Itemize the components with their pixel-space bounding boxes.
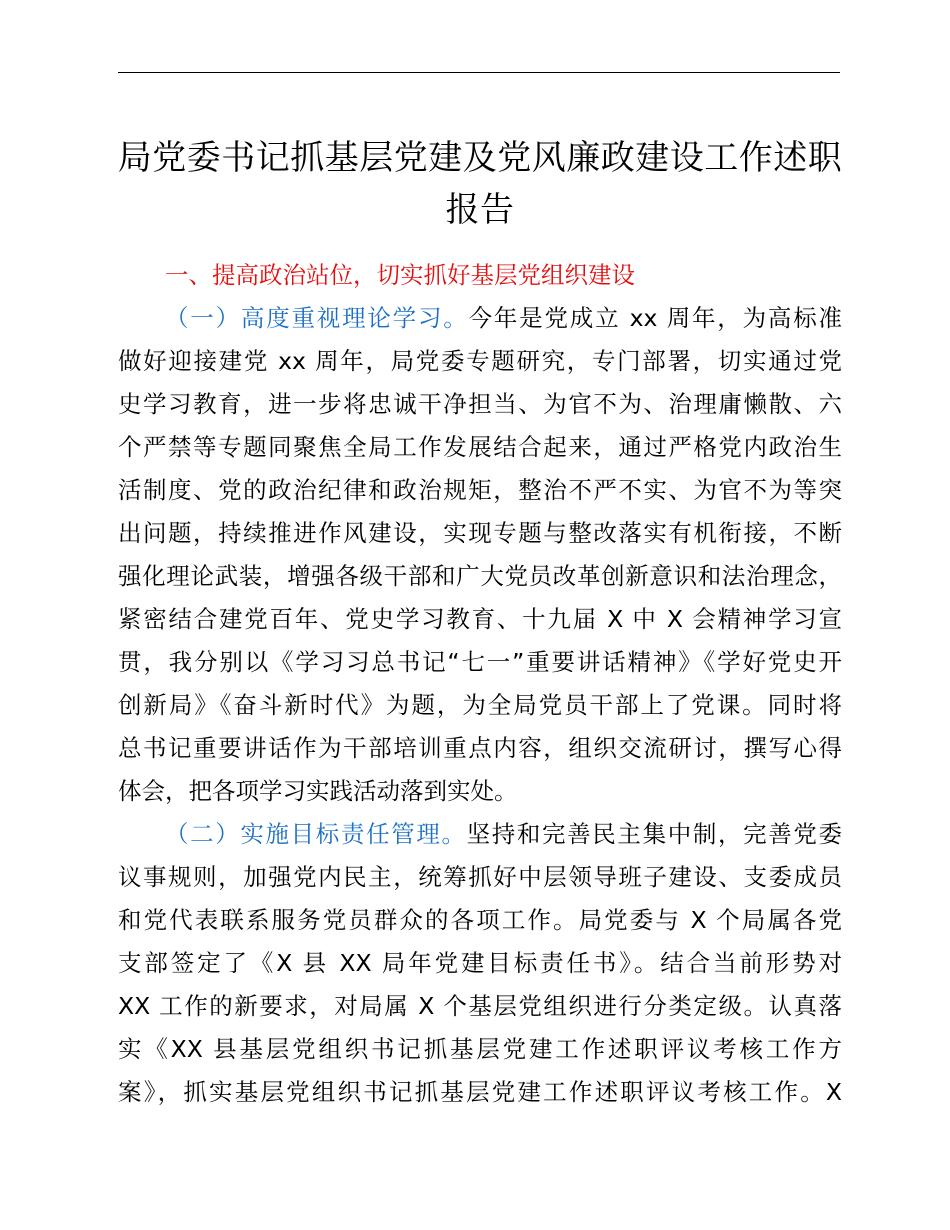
paragraph-1-line: 做好迎接建党 xx 周年，局党委专题研究，专门部署，切实通过党: [118, 347, 842, 375]
header-rule: [118, 72, 840, 73]
paragraph-1-heading: （一）高度重视理论学习。: [165, 304, 469, 332]
paragraph-2-line: 支部签定了《X 县 XX 局年党建目标责任书》。结合当前形势对: [118, 949, 842, 977]
paragraph-2-line: XX 工作的新要求，对局属 X 个基层党组织进行分类定级。认真落: [118, 992, 842, 1020]
title-line-2: 报告: [445, 190, 515, 230]
paragraph-1-line-1: [118, 297, 842, 340]
paragraph-2-line: 实《XX 县基层党组织书记抓基层党建工作述职评议考核工作方: [118, 1035, 842, 1063]
paragraph-1-line: 出问题，持续推进作风建设，实现专题与整改落实有机衔接，不断: [118, 519, 842, 547]
paragraph-2-line-1: [118, 813, 842, 856]
paragraph-2-lead: 坚持和完善民主集中制，完善党委: [466, 820, 843, 848]
paragraph-1-line: 强化理论武装，增强各级干部和广大党员改革创新意识和法治理念，: [118, 562, 842, 590]
section-heading: 一、提高政治站位，切实抓好基层党组织建设: [165, 261, 635, 289]
document-title: [110, 132, 850, 236]
paragraph-1-line: 紧密结合建党百年、党史学习教育、十九届 X 中 X 会精神学习宣: [118, 605, 842, 633]
paragraph-1-last-line: 体会，把各项学习实践活动落到实处。: [118, 777, 518, 805]
paragraph-1-line: 创新局》《奋斗新时代》为题，为全局党员干部上了党课。同时将: [118, 691, 842, 719]
paragraph-2-line: 议事规则，加强党内民主，统筹抓好中层领导班子建设、支委成员: [118, 863, 842, 891]
title-line-1: 局党委书记抓基层党建及党风廉政建设工作述职: [117, 138, 843, 178]
paragraph-2-heading: （二）实施目标责任管理。: [165, 820, 467, 848]
paragraph-1-lead: 今年是党成立 xx 周年，为高标准: [468, 304, 842, 332]
paragraph-1-line: 史学习教育，进一步将忠诚干净担当、为官不为、治理庸懒散、六: [118, 390, 842, 418]
paragraph-1-line: 活制度、党的政治纪律和政治规矩，整治不严不实、为官不为等突: [118, 476, 842, 504]
paragraph-2-line: 和党代表联系服务党员群众的各项工作。局党委与 X 个局属各党: [118, 906, 842, 934]
paragraph-2-line: 案》，抓实基层党组织书记抓基层党建工作述职评议考核工作。X: [118, 1078, 842, 1106]
paragraph-1-line: 个严禁等专题同聚焦全局工作发展结合起来，通过严格党内政治生: [118, 433, 842, 461]
paragraph-1-line: 总书记重要讲话作为干部培训重点内容，组织交流研讨，撰写心得: [118, 734, 842, 762]
paragraph-1-line: 贯，我分别以《学习习总书记“七一”重要讲话精神》《学好党史开: [118, 648, 842, 676]
document-body: [118, 254, 842, 1114]
